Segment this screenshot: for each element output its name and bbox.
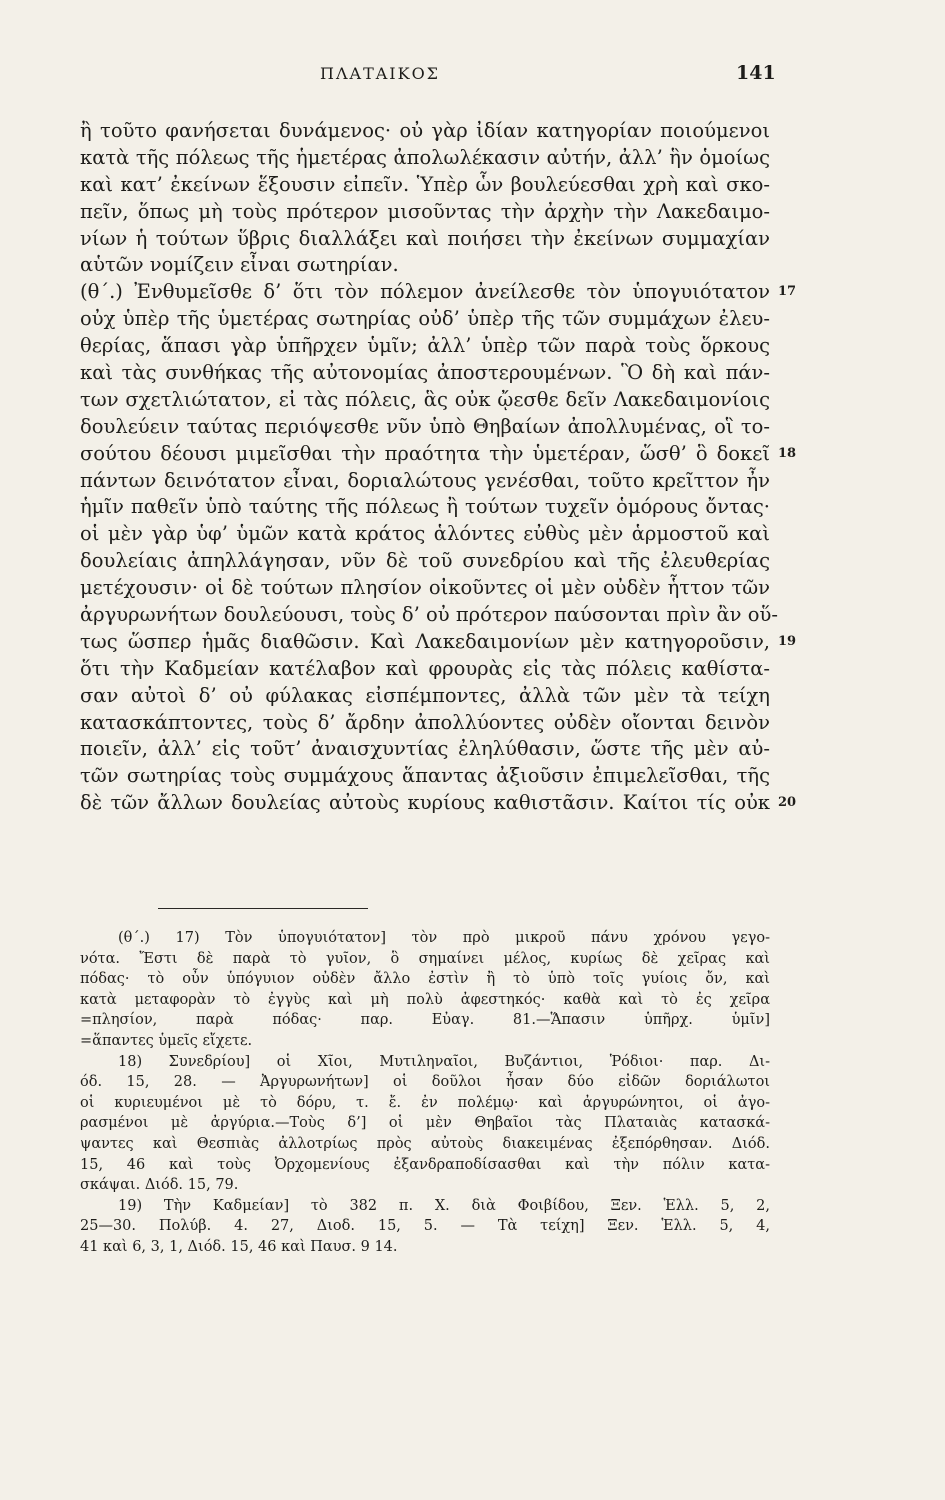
text-line — [80, 199, 770, 226]
text-line-content: ποιεῖν, ἀλλ’ εἰς τοῦτ’ ἀναισχυντίας ἐληλύθασιν, ὥστε τῆς μὲν αὐ- — [80, 737, 770, 761]
text-line — [80, 548, 770, 575]
footnote-line: ρασμένοι μὲ ἀργύρια.—Τοὺς δ’] οἱ μὲν Θηβαῖοι τὰς Πλαταιὰς κατασκά- — [80, 1115, 770, 1132]
text-line — [80, 118, 770, 145]
footnote-line: 18) Συνεδρίου] οἱ Χῖοι, Μυτιληναῖοι, Βυζάντιοι, Ῥόδιοι· παρ. Δι- — [118, 1053, 770, 1070]
text-line — [80, 306, 770, 333]
text-line-content: μετέχουσιν· οἱ δὲ τούτων πλησίον οἰκοῦντες οἱ μὲν οὐδὲν ἧττον τῶν — [80, 576, 770, 600]
text-line — [80, 333, 770, 360]
text-line — [80, 494, 770, 521]
text-line-content: οἱ μὲν γὰρ ὑφ’ ὑμῶν κατὰ κράτος ἁλόντες εὐθὺς μὲν ἁρμοστοῦ καὶ — [80, 522, 770, 546]
text-line — [80, 602, 778, 629]
text-line — [80, 763, 770, 790]
text-line — [80, 521, 770, 548]
text-line — [80, 252, 770, 279]
text-line-content: κατασκάπτοντες, τοὺς δ’ ἄρδην ἀπολλύοντες οὐδὲν οἴονται δεινὸν — [80, 710, 770, 734]
text-line-content: οὐχ ὑπὲρ τῆς ὑμετέρας σωτηρίας οὐδ’ ὑπὲρ τῆς τῶν συμμάχων ἐλευ- — [80, 307, 770, 331]
footnote-line: σκάψαι. Διόδ. 15, 79. — [80, 1177, 239, 1194]
text-line — [80, 360, 770, 387]
text-line — [80, 468, 770, 495]
footnote-line: 19) Τὴν Καδμείαν] τὸ 382 π. Χ. διὰ Φοιβίδου, Ξεν. Ἑλλ. 5, 2, — [118, 1197, 770, 1214]
text-line — [80, 172, 770, 199]
text-line-content: πεῖν, ὅπως μὴ τοὺς πρότερον μισοῦντας τὴν ἀρχὴν τὴν Λακεδαιμο- — [80, 199, 770, 223]
footnote-line: πόδας· τὸ οὖν ὑπόγυιον οὐδὲν ἄλλο ἐστὶν ἢ τὸ ὑπὸ τοῖς γυίοις ὄν, καὶ — [80, 971, 770, 988]
footnote-line: (θ΄.) 17) Τὸν ὑπογυιότατον] τὸν πρὸ μικροῦ πάνυ χρόνου γεγο- — [118, 930, 770, 946]
text-line — [80, 736, 770, 763]
section-number: 20 — [778, 795, 797, 811]
text-line — [80, 790, 797, 817]
text-line — [80, 387, 770, 414]
section-number: 18 — [778, 445, 797, 461]
text-line — [80, 710, 770, 737]
section-number: 17 — [778, 284, 797, 300]
footnote-line: ψαντες καὶ Θεσπιὰς ἀλλοτρίως πρὸς αὐτοὺς διακειμένας ἐξεπόρθησαν. Διόδ. — [80, 1135, 770, 1152]
text-line-content: ἡμῖν παθεῖν ὑπὸ ταύτης τῆς πόλεως ἢ τούτων τυχεῖν ὁμόρους ὄντας· — [80, 495, 770, 519]
text-line-content: κατὰ τῆς πόλεως τῆς ἡμετέρας ἀπολωλέκασιν αὐτήν, ἀλλ’ ἣν ὁμοίως — [80, 145, 770, 169]
text-line-content: νίων ἡ τούτων ὕβρις διαλλάξει καὶ ποιήσει τὴν ἐκείνων συμμαχίαν — [80, 226, 770, 250]
text-line — [80, 629, 797, 656]
footnote-line: νότα. Ἔστι δὲ παρὰ τὸ γυῖον, ὃ σημαίνει μέλος, κυρίως δὲ χεῖρας καὶ — [80, 950, 770, 967]
text-line — [80, 279, 797, 306]
text-line-content: καὶ κατ’ ἐκείνων ἕξουσιν εἰπεῖν. Ὑπὲρ ὧν βουλεύεσθαι χρὴ καὶ σκο- — [80, 172, 770, 196]
text-line-content: αὑτῶν νομίζειν εἶναι σωτηρίαν. — [80, 253, 399, 277]
text-line-content: δουλεύειν ταύτας περιόψεσθε νῦν ὑπὸ Θηβαίων ἀπολλυμένας, οἳ το- — [80, 414, 770, 438]
page-header — [0, 62, 945, 86]
footnote-line: 25—30. Πολύβ. 4. 27, Διοδ. 15, 5. — Τὰ τείχη] Ξεν. Ἑλλ. 5, 4, — [80, 1218, 770, 1235]
footnote-line: όδ. 15, 28. — Ἀργυρωνήτων] οἱ δοῦλοι ἦσαν δύο εἰδῶν δοριάλωτοι — [80, 1074, 770, 1091]
text-line-content: πάντων δεινότατον εἶναι, δοριαλώτους γενέσθαι, τοῦτο κρεῖττον ἦν — [80, 468, 770, 492]
text-line-content: ὅτι τὴν Καδμείαν κατέλαβον καὶ φρουρὰς εἰς τὰς πόλεις καθίστα- — [80, 656, 770, 680]
text-line-content: δὲ τῶν ἄλλων δουλείας αὐτοὺς κυρίους καθιστᾶσιν. Καίτοι τίς οὐκ — [80, 791, 770, 815]
footnote-line: κατὰ μεταφορὰν τὸ ἐγγὺς καὶ μὴ πολὺ ἀφεστηκός· καθὰ καὶ τὸ ἐς χεῖρα — [80, 991, 770, 1008]
text-line-content: τως ὥσπερ ἡμᾶς διαθῶσιν. Καὶ Λακεδαιμονίων μὲν κατηγοροῦσιν, — [80, 629, 770, 653]
footnote-rule — [158, 908, 368, 909]
text-line — [80, 441, 797, 468]
text-line-content: τῶν σωτηρίας τοὺς συμμάχους ἅπαντας ἀξιοῦσιν ἐπιμελεῖσθαι, τῆς — [80, 764, 770, 788]
text-line-content: καὶ τὰς συνθήκας τῆς αὐτονομίας ἀποστερουμένων. Ὃ δὴ καὶ πάν- — [80, 361, 770, 385]
text-line-content: σαν αὐτοὶ δ’ οὐ φύλακας εἰσπέμποντες, ἀλλὰ τῶν μὲν τὰ τείχη — [80, 683, 770, 707]
text-line — [80, 575, 770, 602]
text-line — [80, 226, 770, 253]
text-line — [80, 414, 770, 441]
text-line-content: θερίας, ἅπασι γὰρ ὑπῆρχεν ὑμῖν; ἀλλ’ ὑπὲρ τῶν παρὰ τοὺς ὅρκους — [80, 334, 770, 358]
footnote-line: =ἅπαντες ὑμεῖς εἴχετε. — [80, 1032, 253, 1049]
section-number: 19 — [778, 633, 797, 649]
footnote-line: 41 καὶ 6, 3, 1, Διόδ. 15, 46 καὶ Παυσ. 9 14. — [80, 1238, 398, 1255]
text-line — [80, 656, 770, 683]
text-line — [80, 145, 770, 172]
text-line-content: ἀργυρωνήτων δουλεύουσι, τοὺς δ’ οὐ πρότερον παύσονται πρὶν ἂν οὕ- — [80, 603, 778, 627]
text-line-content: των σχετλιώτατον, εἰ τὰς πόλεις, ἃς οὐκ ᾤεσθε δεῖν Λακεδαιμονίοις — [80, 387, 770, 411]
main-text — [80, 118, 797, 817]
text-line-content: δουλείαις ἀπηλλάγησαν, νῦν δὲ τοῦ συνεδρίου καὶ τῆς ἐλευθερίας — [80, 549, 770, 573]
text-line — [80, 683, 770, 710]
text-line-content: σούτου δέουσι μιμεῖσθαι τὴν πραότητα τὴν ὑμετέραν, ὥσθ’ ὃ δοκεῖ — [80, 441, 770, 465]
footnote-line: 15, 46 καὶ τοὺς Ὀρχομενίους ἐξανδραποδίσασθαι καὶ τὴν πόλιν κατα- — [80, 1156, 770, 1173]
text-line-content: (θ΄.) Ἐνθυμεῖσθε δ’ ὅτι τὸν πόλεμον ἀνείλεσθε τὸν ὑπογυιότατον — [80, 280, 770, 304]
text-line-content: ἢ τοῦτο φανήσεται δυνάμενος· οὐ γὰρ ἰδίαν κατηγορίαν ποιούμενοι — [80, 119, 770, 142]
running-title: ΠΛΑΤΑΙΚΟΣ — [320, 64, 440, 83]
footnote-line: =πλησίον, παρὰ πόδας· παρ. Εὐαγ. 81.—Ἅπασιν ὑπῆρχ. ὑμῖν] — [80, 1012, 770, 1029]
page-number: 141 — [736, 62, 776, 84]
footnotes — [80, 928, 770, 1258]
footnote-line: οἱ κυριευμένοι μὲ τὸ δόρυ, τ. ἔ. ἐν πολέμῳ· καὶ ἀργυρώνητοι, οἱ ἀγο- — [80, 1094, 770, 1111]
